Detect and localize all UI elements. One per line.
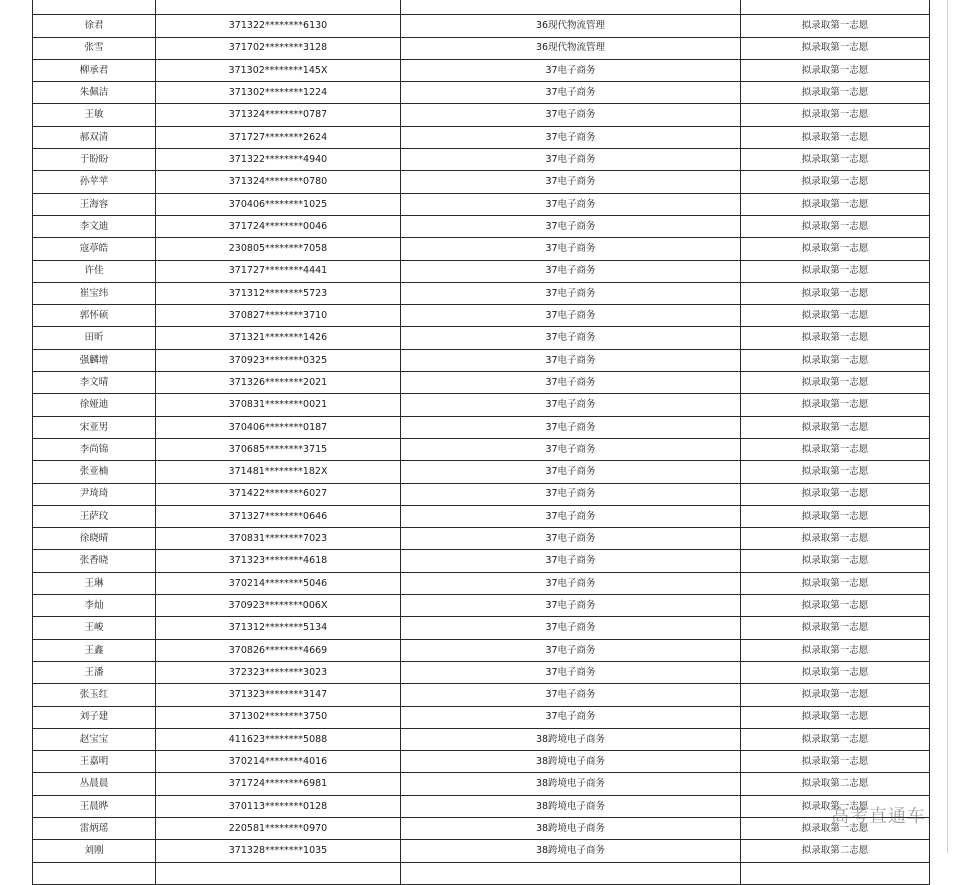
id-number-cell: 371724********6981 xyxy=(156,773,401,795)
table-row xyxy=(33,840,930,862)
id-number-cell: 371321********1426 xyxy=(156,327,401,349)
major-cell: 37电子商务 xyxy=(401,238,741,260)
major-cell: 37电子商务 xyxy=(401,260,741,282)
admission-status-cell: 拟录取第一志愿 xyxy=(741,372,930,394)
student-name-cell: 雷炳瑶 xyxy=(33,817,156,839)
id-number-cell: 370827********3710 xyxy=(156,305,401,327)
admission-status-cell: 拟录取第一志愿 xyxy=(741,305,930,327)
major-cell: 37电子商务 xyxy=(401,416,741,438)
major-cell: 37电子商务 xyxy=(401,505,741,527)
student-name-cell: 王晨晔 xyxy=(33,795,156,817)
id-number-cell: 370406********0187 xyxy=(156,416,401,438)
id-number-cell: 370113********0128 xyxy=(156,795,401,817)
id-number-cell: 371326********2021 xyxy=(156,372,401,394)
id-number-cell: 370826********4669 xyxy=(156,639,401,661)
admission-status-cell: 拟录取第二志愿 xyxy=(741,773,930,795)
id-number-cell: 371724********0046 xyxy=(156,215,401,237)
table-row xyxy=(33,550,930,572)
student-name-cell: 赵宝宝 xyxy=(33,728,156,750)
student-name-cell: 王海容 xyxy=(33,193,156,215)
admission-status-cell: 拟录取第一志愿 xyxy=(741,349,930,371)
student-name-cell: 张亚楠 xyxy=(33,461,156,483)
student-name-cell: 孙苹苹 xyxy=(33,171,156,193)
id-number-cell: 372323********3023 xyxy=(156,661,401,683)
student-name-cell: 刘子建 xyxy=(33,706,156,728)
student-name-cell: 张雪 xyxy=(33,37,156,59)
admission-status-cell: 拟录取第一志愿 xyxy=(741,706,930,728)
table-row xyxy=(33,372,930,394)
admission-status-cell xyxy=(741,862,930,884)
admission-table-body xyxy=(33,0,930,884)
student-name-cell: 王嘉明 xyxy=(33,751,156,773)
table-row xyxy=(33,104,930,126)
major-cell: 37电子商务 xyxy=(401,305,741,327)
admission-status-cell: 拟录取第一志愿 xyxy=(741,37,930,59)
table-row xyxy=(33,728,930,750)
id-number-cell: 371324********0787 xyxy=(156,104,401,126)
id-number-cell: 371481********182X xyxy=(156,461,401,483)
student-name-cell: 刘刚 xyxy=(33,840,156,862)
id-number-cell: 371727********2624 xyxy=(156,126,401,148)
id-number-cell: 230805********7058 xyxy=(156,238,401,260)
admission-status-cell: 拟录取第一志愿 xyxy=(741,505,930,527)
admission-status-cell: 拟录取第一志愿 xyxy=(741,461,930,483)
table-row xyxy=(33,327,930,349)
major-cell: 37电子商务 xyxy=(401,639,741,661)
student-name-cell: 崔宝纬 xyxy=(33,282,156,304)
table-row xyxy=(33,751,930,773)
major-cell: 37电子商务 xyxy=(401,661,741,683)
student-name-cell: 徐晓晴 xyxy=(33,528,156,550)
major-cell: 37电子商务 xyxy=(401,483,741,505)
student-name-cell: 强麟增 xyxy=(33,349,156,371)
table-row xyxy=(33,37,930,59)
id-number-cell: 220581********0970 xyxy=(156,817,401,839)
student-name-cell: 王敏 xyxy=(33,104,156,126)
major-cell: 36现代物流管理 xyxy=(401,37,741,59)
id-number-cell: 371422********6027 xyxy=(156,483,401,505)
id-number-cell: 371322********6130 xyxy=(156,15,401,37)
major-cell: 37电子商务 xyxy=(401,394,741,416)
admission-table xyxy=(32,0,930,885)
watermark-text: 高考直通车 xyxy=(831,806,926,827)
id-number-cell: 371302********1224 xyxy=(156,82,401,104)
major-cell: 37电子商务 xyxy=(401,104,741,126)
admission-status-cell: 拟录取第一志愿 xyxy=(741,260,930,282)
id-number-cell: 370406********1025 xyxy=(156,193,401,215)
major-cell: 38跨境电子商务 xyxy=(401,817,741,839)
major-cell: 37电子商务 xyxy=(401,706,741,728)
student-name-cell: 张香晓 xyxy=(33,550,156,572)
student-name-cell xyxy=(33,0,156,15)
table-row xyxy=(33,126,930,148)
id-number-cell xyxy=(156,0,401,15)
major-cell: 37电子商务 xyxy=(401,617,741,639)
major-cell: 37电子商务 xyxy=(401,171,741,193)
id-number-cell: 371323********3147 xyxy=(156,684,401,706)
id-number-cell: 371323********4618 xyxy=(156,550,401,572)
admission-status-cell: 拟录取第一志愿 xyxy=(741,728,930,750)
student-name-cell: 尹琦琦 xyxy=(33,483,156,505)
admission-status-cell: 拟录取第一志愿 xyxy=(741,15,930,37)
student-name-cell: 郝双清 xyxy=(33,126,156,148)
id-number-cell: 370831********0021 xyxy=(156,394,401,416)
admission-status-cell: 拟录取第一志愿 xyxy=(741,639,930,661)
major-cell: 37电子商务 xyxy=(401,282,741,304)
major-cell: 37电子商务 xyxy=(401,461,741,483)
id-number-cell: 371702********3128 xyxy=(156,37,401,59)
student-name-cell: 徐娅迪 xyxy=(33,394,156,416)
admission-status-cell: 拟录取第一志愿 xyxy=(741,617,930,639)
id-number-cell: 370214********5046 xyxy=(156,572,401,594)
major-cell: 37电子商务 xyxy=(401,595,741,617)
student-name-cell: 王萨玟 xyxy=(33,505,156,527)
admission-status-cell: 拟录取第一志愿 xyxy=(741,416,930,438)
id-number-cell: 371322********4940 xyxy=(156,149,401,171)
major-cell: 37电子商务 xyxy=(401,59,741,81)
student-name-cell: 李尚锦 xyxy=(33,438,156,460)
admission-status-cell: 拟录取第一志愿 xyxy=(741,126,930,148)
admission-status-cell: 拟录取第一志愿 xyxy=(741,215,930,237)
student-name-cell: 李文迪 xyxy=(33,215,156,237)
major-cell: 37电子商务 xyxy=(401,550,741,572)
admission-status-cell: 拟录取第一志愿 xyxy=(741,572,930,594)
student-name-cell: 田昕 xyxy=(33,327,156,349)
table-row xyxy=(33,282,930,304)
table-row xyxy=(33,617,930,639)
admission-status-cell: 拟录取第一志愿 xyxy=(741,327,930,349)
id-number-cell: 371302********3750 xyxy=(156,706,401,728)
id-number-cell: 371302********145X xyxy=(156,59,401,81)
table-row xyxy=(33,215,930,237)
student-name-cell: 许佳 xyxy=(33,260,156,282)
major-cell: 37电子商务 xyxy=(401,528,741,550)
admission-status-cell: 拟录取第一志愿 xyxy=(741,751,930,773)
student-name-cell: 寇葶皓 xyxy=(33,238,156,260)
table-row xyxy=(33,706,930,728)
table-row xyxy=(33,193,930,215)
student-name-cell: 李灿 xyxy=(33,595,156,617)
major-cell: 37电子商务 xyxy=(401,215,741,237)
table-row xyxy=(33,349,930,371)
id-number-cell: 371328********1035 xyxy=(156,840,401,862)
table-row xyxy=(33,171,930,193)
id-number-cell: 371727********4441 xyxy=(156,260,401,282)
major-cell: 38跨境电子商务 xyxy=(401,795,741,817)
id-number-cell: 370214********4016 xyxy=(156,751,401,773)
student-name-cell: 王鑫 xyxy=(33,639,156,661)
table-row xyxy=(33,0,930,15)
id-number-cell: 371327********0646 xyxy=(156,505,401,527)
admission-status-cell: 拟录取第一志愿 xyxy=(741,238,930,260)
admission-status-cell: 拟录取第一志愿 xyxy=(741,282,930,304)
admission-status-cell: 拟录取第一志愿 xyxy=(741,394,930,416)
table-row xyxy=(33,394,930,416)
student-name-cell: 徐君 xyxy=(33,15,156,37)
student-name-cell: 张玉红 xyxy=(33,684,156,706)
student-name-cell: 于盼盼 xyxy=(33,149,156,171)
major-cell: 37电子商务 xyxy=(401,82,741,104)
student-name-cell: 丛晨晨 xyxy=(33,773,156,795)
admission-status-cell: 拟录取第一志愿 xyxy=(741,595,930,617)
admission-status-cell: 拟录取第一志愿 xyxy=(741,438,930,460)
student-name-cell: 郭怀硕 xyxy=(33,305,156,327)
table-row xyxy=(33,15,930,37)
table-row xyxy=(33,661,930,683)
table-row xyxy=(33,572,930,594)
admission-status-cell: 拟录取第一志愿 xyxy=(741,661,930,683)
table-row xyxy=(33,82,930,104)
id-number-cell: 370685********3715 xyxy=(156,438,401,460)
student-name-cell: 宋亚男 xyxy=(33,416,156,438)
major-cell: 36现代物流管理 xyxy=(401,15,741,37)
admission-status-cell: 拟录取第一志愿 xyxy=(741,59,930,81)
table-row xyxy=(33,483,930,505)
table-row xyxy=(33,461,930,483)
admission-status-cell: 拟录取第一志愿 xyxy=(741,795,930,817)
table-row xyxy=(33,773,930,795)
major-cell: 38跨境电子商务 xyxy=(401,728,741,750)
admission-status-cell: 拟录取第一志愿 xyxy=(741,550,930,572)
major-cell: 37电子商务 xyxy=(401,572,741,594)
admission-status-cell: 拟录取第二志愿 xyxy=(741,840,930,862)
table-row xyxy=(33,595,930,617)
table-row xyxy=(33,238,930,260)
id-number-cell: 371312********5723 xyxy=(156,282,401,304)
admission-status-cell: 拟录取第一志愿 xyxy=(741,193,930,215)
id-number-cell: 371324********0780 xyxy=(156,171,401,193)
table-row xyxy=(33,639,930,661)
major-cell: 37电子商务 xyxy=(401,349,741,371)
admission-status-cell: 拟录取第一志愿 xyxy=(741,817,930,839)
id-number-cell: 370923********006X xyxy=(156,595,401,617)
table-row xyxy=(33,528,930,550)
table-row xyxy=(33,59,930,81)
major-cell: 38跨境电子商务 xyxy=(401,751,741,773)
major-cell: 37电子商务 xyxy=(401,327,741,349)
admission-status-cell: 拟录取第一志愿 xyxy=(741,171,930,193)
id-number-cell: 411623********5088 xyxy=(156,728,401,750)
id-number-cell: 370923********0325 xyxy=(156,349,401,371)
student-name-cell xyxy=(33,862,156,884)
table-row xyxy=(33,505,930,527)
table-row xyxy=(33,817,930,839)
id-number-cell xyxy=(156,862,401,884)
admission-status-cell: 拟录取第一志愿 xyxy=(741,684,930,706)
table-row xyxy=(33,684,930,706)
major-cell: 38跨境电子商务 xyxy=(401,773,741,795)
major-cell: 38跨境电子商务 xyxy=(401,840,741,862)
major-cell: 37电子商务 xyxy=(401,149,741,171)
table-row xyxy=(33,438,930,460)
table-row xyxy=(33,416,930,438)
admission-status-cell: 拟录取第一志愿 xyxy=(741,528,930,550)
table-row xyxy=(33,795,930,817)
admission-status-cell: 拟录取第一志愿 xyxy=(741,483,930,505)
student-name-cell: 柳承君 xyxy=(33,59,156,81)
id-number-cell: 371312********5134 xyxy=(156,617,401,639)
admission-status-cell xyxy=(741,0,930,15)
student-name-cell: 朱佩洁 xyxy=(33,82,156,104)
admission-status-cell: 拟录取第一志愿 xyxy=(741,104,930,126)
student-name-cell: 李文晴 xyxy=(33,372,156,394)
major-cell: 37电子商务 xyxy=(401,372,741,394)
admission-status-cell: 拟录取第一志愿 xyxy=(741,82,930,104)
table-row xyxy=(33,862,930,884)
student-name-cell: 王琳 xyxy=(33,572,156,594)
major-cell: 37电子商务 xyxy=(401,684,741,706)
table-row xyxy=(33,305,930,327)
major-cell xyxy=(401,0,741,15)
student-name-cell: 王峻 xyxy=(33,617,156,639)
major-cell xyxy=(401,862,741,884)
id-number-cell: 370831********7023 xyxy=(156,528,401,550)
major-cell: 37电子商务 xyxy=(401,438,741,460)
major-cell: 37电子商务 xyxy=(401,126,741,148)
major-cell: 37电子商务 xyxy=(401,193,741,215)
table-row xyxy=(33,260,930,282)
student-name-cell: 王潘 xyxy=(33,661,156,683)
admission-status-cell: 拟录取第一志愿 xyxy=(741,149,930,171)
table-row xyxy=(33,149,930,171)
